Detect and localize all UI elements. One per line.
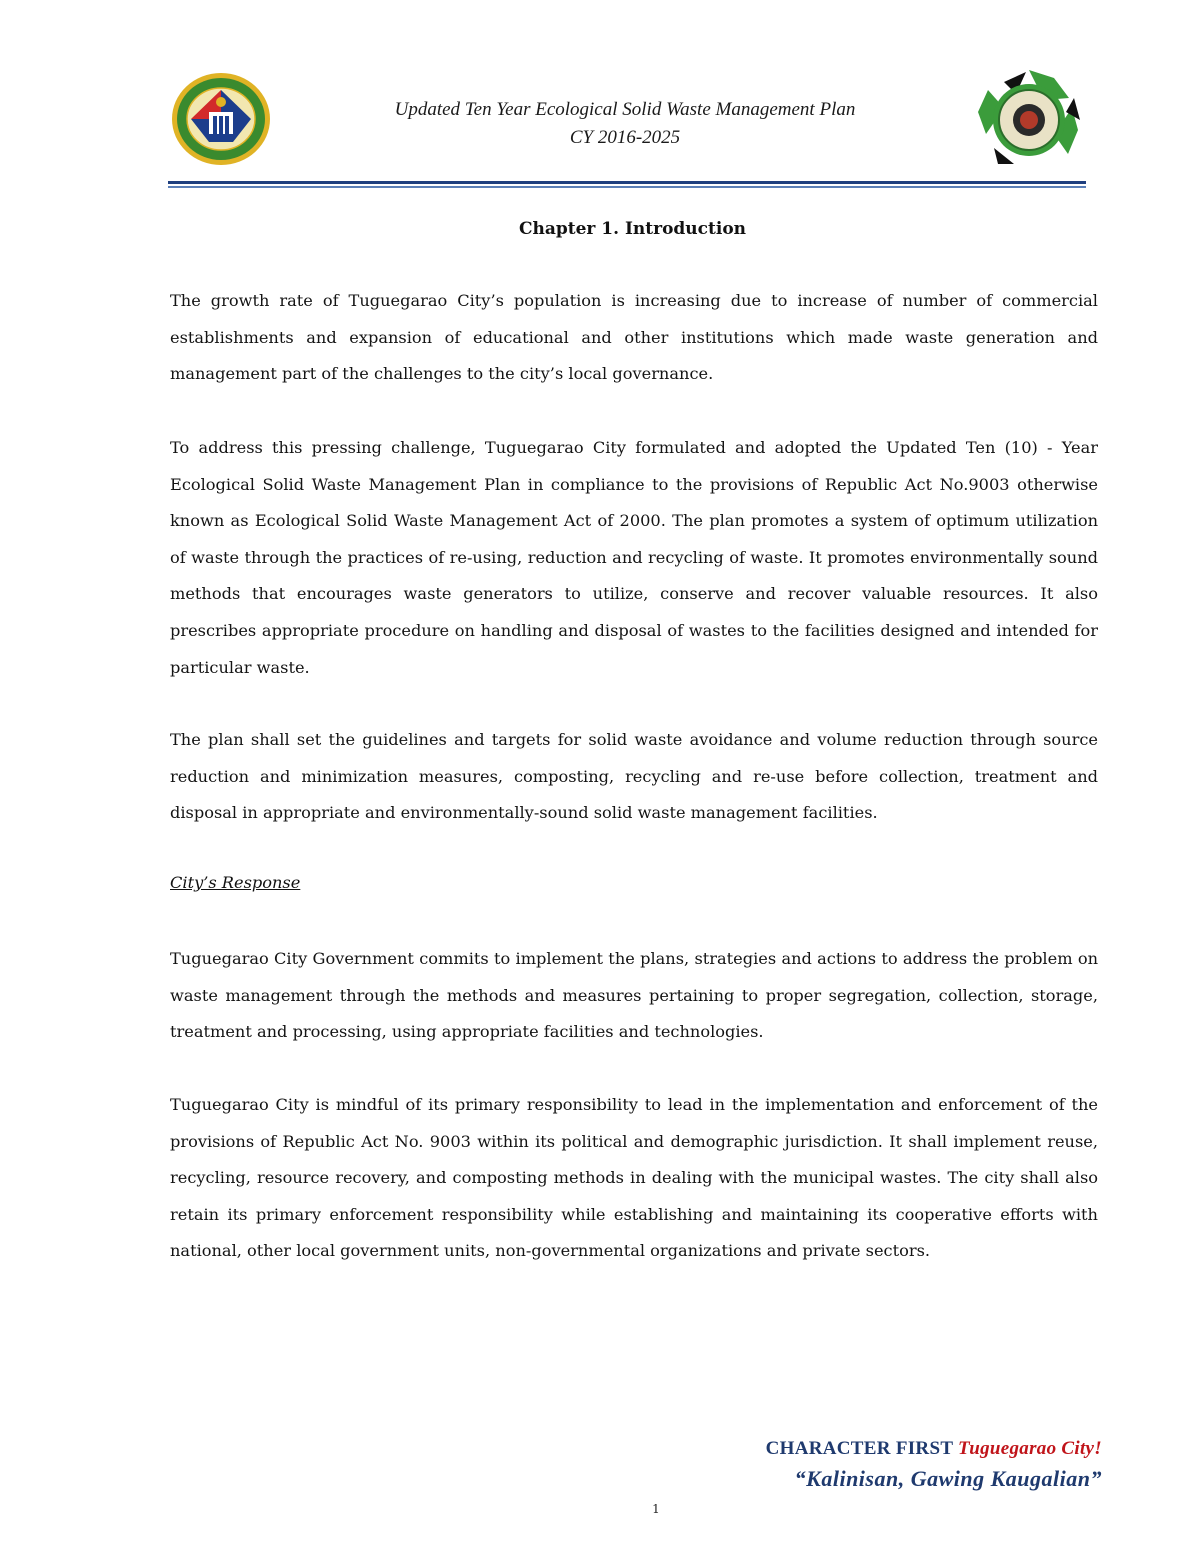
motto-line [766, 1438, 1102, 1460]
section-heading-citys-response: City’s Response [170, 873, 301, 892]
motto-city: Tuguegarao City! [958, 1438, 1102, 1459]
document-header-title [280, 96, 970, 152]
paragraph-city-responsibility: Tuguegarao City is mindful of its primary responsibility to lead in the implementation and enforcement of the provisions of Republic Act No. 9003 within its political and demographic jurisdiction. It shall implement reuse, recycling, resource recovery, and composting methods in dealing with the municipal wastes. The city shall also retain its primary enforcement responsibility while establishing and maintaining its cooperative efforts with national, other local government units, non-governmental organizations and private sectors. [170, 1095, 1098, 1261]
motto-slogan: “Kalinisan, Gawing Kaugalian” [794, 1466, 1102, 1491]
header-divider [168, 181, 1086, 188]
recycle-seal-icon [974, 68, 1084, 168]
motto-prefix: CHARACTER FIRST [765, 1438, 953, 1459]
header-title-line1: Updated Ten Year Ecological Solid Waste Management Plan [394, 99, 856, 120]
footer-motto [766, 1438, 1102, 1492]
city-seal-icon [171, 72, 271, 166]
header-title-line2: CY 2016-2025 [569, 127, 681, 148]
page-number: 1 [652, 1502, 660, 1516]
paragraph-government-commitment: Tuguegarao City Government commits to implement the plans, strategies and actions to address the problem on waste management through the methods and measures pertaining to proper segregation, collection, storage, treatment and processing, using appropriate facilities and technologies. [170, 949, 1098, 1042]
paragraph-plan-adoption: To address this pressing challenge, Tuguegarao City formulated and adopted the Updated Ten (10) - Year Ecological Solid Waste Management Plan in compliance to the provisions of Republic Act No.9003 otherwise known as Ecological Solid Waste Management Act of 2000. The plan promotes a system of optimum utilization of waste through the practices of re-using, reduction and recycling of waste. It promotes environmentally sound methods that encourages waste generators to utilize, conserve and recover valuable resources. It also prescribes appropriate procedure on handling and disposal of wastes to the facilities designed and intended for particular waste. [170, 438, 1098, 677]
paragraph-population-growth: The growth rate of Tuguegarao City’s population is increasing due to increase of number of commercial establishments and expansion of educational and other institutions which made waste generation and management part of the challenges to the city’s local governance. [170, 291, 1098, 384]
paragraph-plan-guidelines: The plan shall set the guidelines and targets for solid waste avoidance and volume reduction through source reduction and minimization measures, composting, recycling and re-use before collection, treatment and disposal in appropriate and environmentally-sound solid waste management facilities. [170, 730, 1098, 823]
chapter-title: Chapter 1. Introduction [518, 219, 747, 239]
